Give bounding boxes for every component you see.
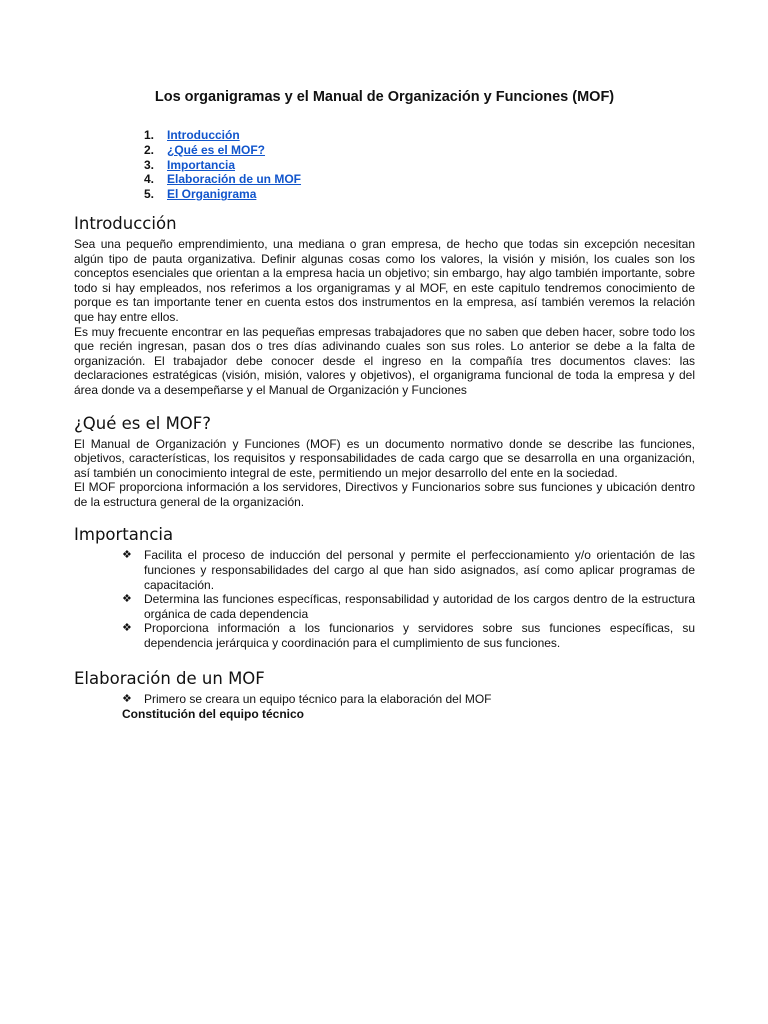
list-item-text: Proporciona información a los funcionarios y servidores sobre sus funciones específicas, su dependencia jerárquica y coordinación para el cumplimiento de sus funciones. (144, 621, 695, 651)
document-title: Los organigramas y el Manual de Organización y Funciones (MOF) (154, 89, 615, 105)
table-of-contents (74, 128, 695, 202)
section-elaboracion (74, 669, 695, 722)
toc-number: 1. (144, 128, 155, 142)
section-heading-introduccion: Introducción (74, 213, 177, 233)
toc-item-importancia (144, 158, 695, 173)
diamond-bullet-icon: ❖ (122, 622, 132, 635)
toc-link-organigrama[interactable]: El Organigrama (167, 187, 257, 202)
diamond-bullet-icon: ❖ (122, 692, 132, 705)
section-que-es-mof (74, 414, 695, 510)
toc-item-elaboracion (144, 172, 695, 187)
toc-item-organigrama (144, 187, 695, 202)
section-introduccion (74, 214, 695, 398)
list-item-text: Facilita el proceso de inducción del personal y permite el perfeccionamiento y/o orientación de las funciones y responsabilidades del cargo al que han sido asignados, así como aplicar programas de capacitación. (144, 548, 695, 592)
list-item (122, 621, 695, 650)
toc-link-elaboracion[interactable]: Elaboración de un MOF (167, 172, 302, 187)
toc-link-que-es-mof[interactable]: ¿Qué es el MOF? (167, 142, 266, 157)
toc-link-introduccion[interactable]: Introducción (167, 128, 240, 142)
diamond-bullet-icon: ❖ (122, 593, 132, 606)
intro-paragraph-1: Sea una pequeño emprendimiento, una mediana o gran empresa, de hecho que todas sin excepción necesitan algún tipo de pauta organizativa. Definir algunas cosas como los valores, la visión y misión, los cuales son los conceptos esenciales que orientan a la empresa hacia un objetivo; sin embargo, hay algo también importante, sobre todo si hay empleados, nos referimos a los organigramas y al MOF, en este capitulo tendremos conocimiento de porque es tan importante tener en cuenta estos dos instrumentos en la empresa, así también veremos la relación que hay entre ellos. (74, 236, 695, 324)
toc-number: 5. (144, 187, 155, 202)
toc-number: 2. (144, 142, 155, 157)
mof-paragraph-1: El Manual de Organización y Funciones (MOF) es un documento normativo donde se describe las funciones, objetivos, características, los requisitos y responsabilidades de cada cargo que se desarrolla en una organización, así también un conocimiento integral de este, permitiendo un mejor desarrollo del ente en la sociedad. (74, 436, 695, 480)
toc-link-importancia[interactable]: Importancia (167, 157, 236, 172)
list-item (122, 592, 695, 621)
elaboracion-list (74, 692, 695, 707)
toc-item-introduccion (144, 128, 695, 143)
section-importancia (74, 525, 695, 650)
diamond-bullet-icon: ❖ (122, 549, 132, 562)
toc-item-que-es-mof (144, 143, 695, 158)
section-heading-que-es-mof: ¿Qué es el MOF? (74, 413, 212, 433)
list-item (122, 548, 695, 592)
importancia-list (74, 548, 695, 650)
toc-number: 3. (144, 157, 155, 172)
mof-paragraph-2: El MOF proporciona información a los servidores, Directivos y Funcionarios sobre sus funciones y ubicación dentro de la estructura general de la organización. (74, 480, 695, 509)
toc-number: 4. (144, 172, 155, 187)
list-item (122, 692, 695, 707)
subheading-equipo-tecnico: Constitución del equipo técnico (122, 707, 305, 722)
section-heading-importancia: Importancia (74, 525, 174, 545)
intro-paragraph-2: Es muy frecuente encontrar en las pequeñas empresas trabajadores que no saben que deben hacer, sobre todo los que recién ingresan, pasan dos o tres días adivinando cuales son sus roles. Lo anterior se debe a la falta de organización. El trabajador debe conocer desde el ingreso en la compañía tres documentos claves: las declaraciones estratégicas (visión, misión, valores y objetivos), el organigrama funcional de toda la empresa y del área donde va a desempeñarse y el Manual de Organización y Funciones (74, 324, 695, 397)
list-item-text: Primero se creara un equipo técnico para la elaboración del MOF (144, 691, 492, 706)
section-heading-elaboracion: Elaboración de un MOF (74, 668, 265, 688)
list-item-text: Determina las funciones específicas, responsabilidad y autoridad de los cargos dentro de la estructura orgánica de cada dependencia (144, 592, 695, 621)
